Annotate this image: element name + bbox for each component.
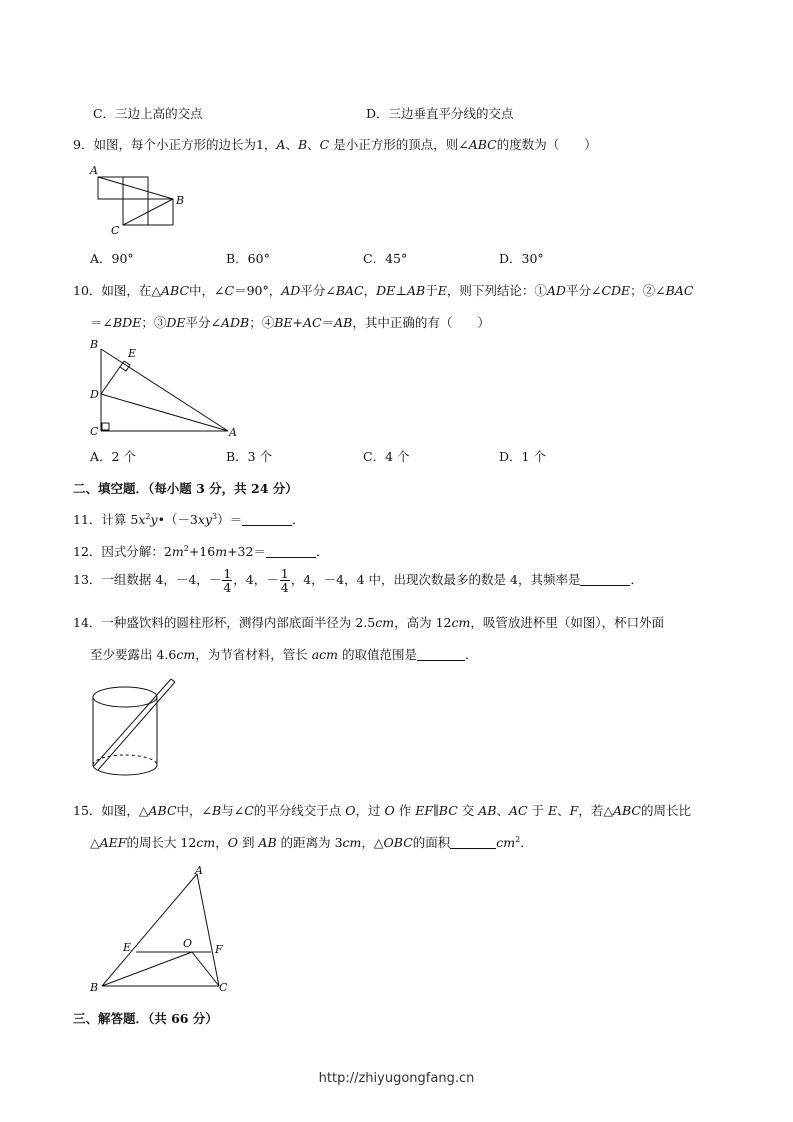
q9-option-a: A．90° — [90, 251, 134, 266]
q11-answer-blank — [242, 513, 292, 526]
q8-option-c: C．三边上高的交点 — [93, 106, 203, 121]
q9-label-b: B — [176, 194, 185, 207]
q10-option-c: C．4 个 — [363, 449, 410, 464]
q14-cup-figure — [85, 673, 185, 788]
q15-label-e: E — [123, 941, 132, 954]
q10-label-e: E — [128, 347, 137, 360]
q11-stem: 11．计算 $5x^2y•(-3xy^3)=$ ． — [73, 511, 305, 527]
q9-option-d: D．30° — [499, 251, 544, 266]
q10-label-a: A — [229, 426, 237, 439]
section3-title: 三、解答题．（共 66 分） — [73, 1011, 218, 1026]
q15-label-b: B — [90, 981, 99, 994]
q15-stem-line2: △AEF的周长大 12cm，O 到 AB 的距离为 3cm，△OBC的面积 $cm^2$． — [90, 834, 533, 850]
q15-label-c: C — [219, 981, 228, 994]
q10-option-d: D．1 个 — [499, 449, 546, 464]
q10-option-a: A．2 个 — [90, 449, 136, 464]
q9-stem: 9．如图，每个小正方形的边长为1，A、B、C 是小正方形的顶点，则∠ABC的度数为（ ） — [73, 137, 597, 152]
q8-option-d: D．三边垂直平分线的交点 — [366, 106, 514, 121]
q15-label-a: A — [195, 864, 203, 877]
q15-stem-line1: 15．如图，△ABC中，∠B与∠C的平分线交于点 O，过 O 作 EF∥BC 交 AB、AC 于 E、F，若△ABC的周长比 — [73, 803, 691, 818]
q10-stem-line1: 10．如图，在△ABC中，∠C＝90°，AD平分∠BAC，DE⊥AB于E，则下列结论：①AD平分∠CDE；②∠BAC — [73, 283, 694, 298]
section2-title: 二、填空题．（每小题 3 分，共 24 分） — [73, 481, 298, 496]
q9-option-c: C．45° — [363, 251, 408, 266]
q12-stem: 12．因式分解：$2m^2+16m+32=$ ． — [73, 543, 329, 559]
q9-option-b: B．60° — [226, 251, 270, 266]
q15-triangle-figure — [85, 862, 235, 997]
q10-triangle-figure — [85, 335, 250, 440]
q13-fraction-2: $\frac{1}{4}$ — [280, 566, 289, 595]
q14-stem-line1: 14．一种盛饮料的圆柱形杯，测得内部底面半径为 2.5cm，高为 12cm，吸管放进杯里（如图），杯口外面 — [73, 615, 665, 630]
q14-answer-blank — [417, 648, 465, 661]
q14-stem-line2: 至少要露出 4.6cm，为节省材料，管长 acm 的取值范围是 ． — [90, 647, 478, 662]
q13-answer-blank — [580, 573, 630, 586]
footer-url: http://zhiyugongfang.cn — [318, 1071, 475, 1086]
q10-stem-line2: ＝∠BDE；③DE平分∠ADB；④BE+AC＝AB，其中正确的有（ ） — [90, 315, 490, 330]
q10-label-d: D — [90, 388, 99, 401]
q15-label-o: O — [183, 937, 193, 950]
q10-label-b: B — [90, 338, 99, 351]
q13-stem: 13．一组数据 4，－4，－ $\frac{1}{4}$ ，4，－ $\frac{1}{4}$ ，4，－4，4 中，出现次数最多的数是 4，其频率是 ． — [73, 566, 643, 595]
q9-grid-figure — [85, 160, 195, 240]
q13-fraction-1: $\frac{1}{4}$ — [223, 566, 232, 595]
q12-answer-blank — [266, 545, 316, 558]
q10-label-c: C — [90, 425, 99, 438]
q9-label-c: C — [111, 224, 120, 237]
q9-label-a: A — [90, 164, 98, 177]
q15-answer-blank — [450, 836, 496, 849]
q15-label-f: F — [215, 943, 223, 956]
q10-option-b: B．3 个 — [226, 449, 273, 464]
